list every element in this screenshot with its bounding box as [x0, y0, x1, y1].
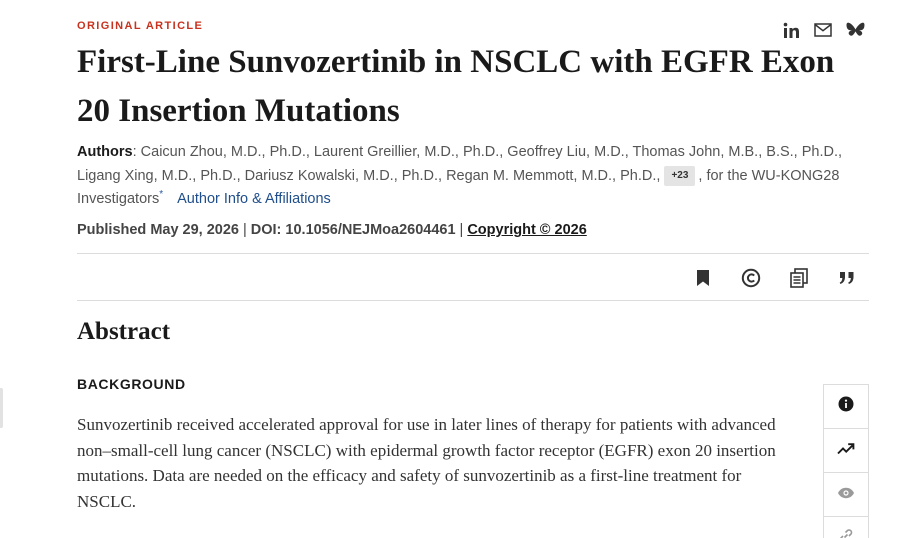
more-authors-button[interactable]: +23	[664, 166, 695, 186]
bookmark-icon[interactable]	[691, 266, 715, 290]
divider-bottom	[77, 300, 869, 301]
article-tools	[691, 266, 859, 290]
article-title: First-Line Sunvozertinib in NSCLC with EGFR Exon 20 Insertion Mutations	[77, 44, 835, 129]
bluesky-icon[interactable]	[845, 20, 865, 40]
authors-list: Caicun Zhou, M.D., Ph.D., Laurent Greillier, M.D., Ph.D., Geoffrey Liu, M.D., Thomas John, M.B., B.S., Ph.D., Ligang Xing, M.D., Ph.D., Dariusz Kowalski, M.D., Ph.D., Regan M. Memmott, M.D., Ph.D.,	[77, 144, 843, 184]
copy-pages-icon[interactable]	[787, 266, 811, 290]
separator: |	[459, 222, 464, 238]
author-info-affiliations-link[interactable]: Author Info & Affiliations	[177, 191, 331, 207]
trending-icon	[837, 442, 855, 460]
eye-icon	[837, 486, 855, 504]
authors-label: Authors	[77, 144, 133, 160]
background-heading: BACKGROUND	[77, 376, 186, 392]
quote-icon[interactable]	[835, 266, 859, 290]
link-icon	[838, 528, 854, 538]
separator: |	[243, 222, 247, 238]
article-type-label: ORIGINAL ARTICLE	[77, 20, 204, 32]
published-date: Published May 29, 2026	[77, 222, 239, 238]
side-rail-metrics-button[interactable]	[824, 429, 868, 473]
left-edge-tab[interactable]	[0, 388, 3, 428]
info-icon	[838, 396, 854, 417]
doi: DOI: 10.1056/NEJMoa2604461	[250, 222, 456, 238]
side-rail-link-button[interactable]	[824, 517, 868, 538]
abstract-heading: Abstract	[77, 318, 171, 345]
side-rail-info-button[interactable]	[824, 385, 868, 429]
share-bar	[781, 20, 865, 40]
side-rail-view-button[interactable]	[824, 473, 868, 517]
mail-icon[interactable]	[813, 20, 833, 40]
copyright-link[interactable]: Copyright © 2026	[467, 222, 587, 238]
copyright-icon[interactable]	[739, 266, 763, 290]
side-rail	[823, 384, 869, 538]
linkedin-icon[interactable]	[781, 20, 801, 40]
authors-block: Authors: Caicun Zhou, M.D., Ph.D., Laurent Greillier, M.D., Ph.D., Geoffrey Liu, M.D., Thomas John, M.B., B.S., Ph.D., Ligang Xing, M.D., Ph.D., Dariusz Kowalski, M.D., Ph.D., Regan M. Memmott, M.D., Ph.D., +23 , for the WU-KONG28 Investigators* Author Info & Affiliations	[77, 144, 843, 207]
footnote-star[interactable]: *	[159, 189, 164, 201]
publication-info	[77, 222, 587, 238]
background-paragraph: Sunvozertinib received accelerated approval for use in later lines of therapy for patients with advanced non–small-cell lung cancer (NSCLC) with epidermal growth factor receptor (EGFR) exon 20 insertion mutations. Data are needed on the efficacy and safety of sunvozertinib as a first-line treatment for NSCLC.	[77, 415, 776, 511]
divider-top	[77, 253, 869, 254]
investigators-text: , for the WU-KONG28 Investigators	[77, 167, 840, 207]
